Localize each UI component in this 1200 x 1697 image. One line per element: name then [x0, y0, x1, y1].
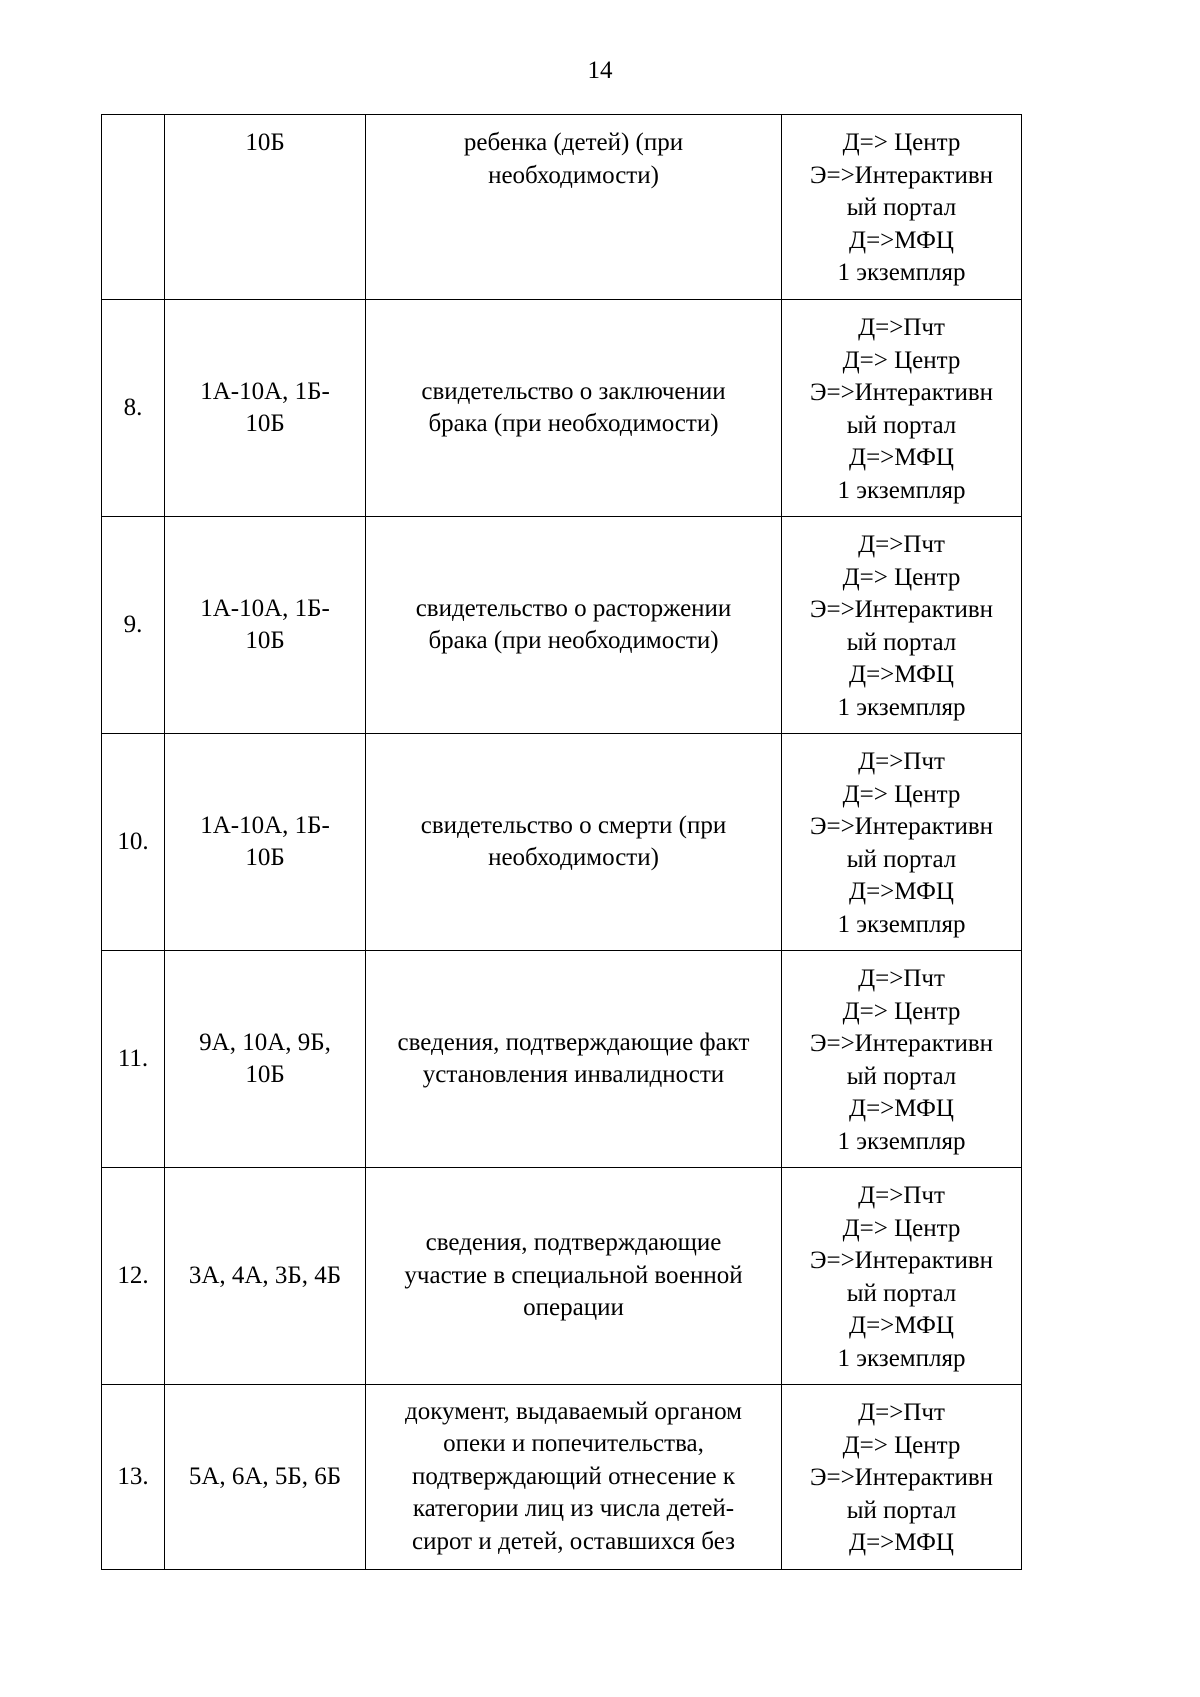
table-row	[102, 1168, 1022, 1385]
delivery-line: Д=>МФЦ	[849, 1312, 954, 1339]
delivery-line: 1 экземпляр	[837, 476, 966, 504]
applicant-codes-cell	[165, 1168, 366, 1385]
delivery-line: 1 экземпляр	[837, 693, 966, 721]
delivery-line: 1 экземпляр	[837, 1344, 966, 1372]
page-number: 14	[587, 57, 613, 84]
delivery-line: Д=> Центр	[842, 346, 961, 374]
delivery-line: Э=>Интерактивн	[809, 1247, 994, 1274]
document-name-cell	[366, 1168, 782, 1385]
delivery-line: 1 экземпляр	[837, 1127, 966, 1155]
applicant-codes-cell	[165, 951, 366, 1168]
row-number: 8.	[123, 393, 143, 421]
applicant-codes-line: 1А-10А, 1Б-	[200, 594, 330, 622]
delivery-line: Д=>Пчт	[858, 1399, 945, 1426]
applicant-codes-line: 10Б	[245, 1061, 285, 1088]
document-name-cell	[366, 300, 782, 517]
table-row	[102, 517, 1022, 734]
document-name-line: документ, выдаваемый органом	[405, 1397, 742, 1425]
delivery-line: Д=> Центр	[842, 1214, 961, 1242]
documents-table	[101, 114, 1022, 1570]
delivery-line: 1 экземпляр	[837, 259, 966, 286]
delivery-line: ый портал	[846, 194, 957, 221]
delivery-method-cell	[782, 300, 1022, 517]
applicant-codes-line: 10Б	[245, 627, 285, 654]
delivery-method-cell	[782, 115, 1022, 300]
delivery-line: Э=>Интерактивн	[809, 1030, 994, 1057]
table-row	[102, 300, 1022, 517]
delivery-method-cell	[782, 1385, 1022, 1570]
document-name-line: категории лиц из числа детей-	[412, 1495, 735, 1523]
row-number: 11.	[117, 1044, 149, 1072]
delivery-line: Э=>Интерактивн	[809, 813, 994, 840]
delivery-line: Д=> Центр	[842, 563, 961, 591]
document-name-cell	[366, 951, 782, 1168]
applicant-codes-line: 3А, 4А, 3Б, 4Б	[188, 1261, 342, 1289]
row-number-cell	[102, 115, 165, 300]
document-name-line: необходимости)	[488, 161, 659, 189]
applicant-codes-line: 10Б	[245, 844, 285, 871]
applicant-codes-line: 5А, 6А, 5Б, 6Б	[188, 1462, 342, 1490]
delivery-line: Д=>Пчт	[858, 1182, 945, 1209]
document-name-line: сведения, подтверждающие	[425, 1229, 722, 1257]
delivery-line: ый портал	[846, 1062, 957, 1090]
applicant-codes-line: 10Б	[245, 410, 285, 437]
document-name-line: подтверждающий отнесение к	[411, 1462, 736, 1490]
row-number-cell	[102, 300, 165, 517]
delivery-method-cell	[782, 517, 1022, 734]
delivery-line: Д=>МФЦ	[849, 226, 954, 254]
document-name-line: сведения, подтверждающие факт	[397, 1028, 750, 1056]
document-name-line: свидетельство о заключении	[421, 377, 726, 405]
document-name-cell	[366, 115, 782, 300]
delivery-line: Д=>Пчт	[858, 314, 945, 341]
delivery-line: Д=> Центр	[842, 997, 961, 1025]
row-number-cell	[102, 1168, 165, 1385]
delivery-line: Д=>Пчт	[858, 531, 945, 558]
delivery-line: ый портал	[846, 411, 957, 439]
delivery-method-cell	[782, 734, 1022, 951]
document-name-line: ребенка (детей) (при	[463, 129, 684, 156]
delivery-method-cell	[782, 951, 1022, 1168]
delivery-line: ый портал	[846, 845, 957, 873]
applicant-codes-line: 10Б	[245, 129, 285, 156]
delivery-line: Э=>Интерактивн	[809, 161, 994, 189]
delivery-method-cell	[782, 1168, 1022, 1385]
row-number: 12.	[117, 1261, 149, 1289]
delivery-line: Д=>МФЦ	[849, 1529, 954, 1556]
applicant-codes-line: 1А-10А, 1Б-	[200, 377, 330, 405]
delivery-line: Д=>Пчт	[858, 748, 945, 775]
row-number: 9.	[123, 610, 143, 638]
delivery-line: Д=> Центр	[842, 780, 961, 808]
applicant-codes-cell	[165, 300, 366, 517]
row-number: 13.	[117, 1462, 149, 1490]
document-name-cell	[366, 517, 782, 734]
document-name-line: сирот и детей, оставшихся без	[412, 1527, 735, 1555]
row-number: 10.	[117, 827, 149, 855]
delivery-line: Д=>Пчт	[858, 965, 945, 992]
row-number-cell	[102, 734, 165, 951]
delivery-line: Д=>МФЦ	[849, 878, 954, 905]
delivery-line: Д=> Центр	[842, 129, 961, 156]
document-name-line: необходимости)	[488, 844, 659, 871]
delivery-line: Д=>МФЦ	[849, 661, 954, 688]
applicant-codes-cell	[165, 517, 366, 734]
delivery-line: ый портал	[846, 1496, 957, 1524]
document-name-line: брака (при необходимости)	[428, 410, 719, 437]
delivery-line: Д=>МФЦ	[849, 444, 954, 471]
document-name-line: участие в специальной военной	[404, 1261, 743, 1289]
delivery-line: ый портал	[846, 628, 957, 656]
document-name-line: установления инвалидности	[422, 1061, 725, 1088]
document-name-line: свидетельство о смерти (при	[420, 811, 727, 839]
delivery-line: ый портал	[846, 1279, 957, 1307]
delivery-line: 1 экземпляр	[837, 910, 966, 938]
document-name-line: операции	[523, 1294, 624, 1322]
row-number-cell	[102, 1385, 165, 1570]
row-number-cell	[102, 951, 165, 1168]
table-row	[102, 115, 1022, 300]
delivery-line: Э=>Интерактивн	[809, 379, 994, 406]
applicant-codes-line: 9А, 10А, 9Б,	[199, 1028, 331, 1056]
applicant-codes-cell	[165, 734, 366, 951]
document-name-line: свидетельство о расторжении	[415, 594, 732, 622]
table-row	[102, 1385, 1022, 1570]
applicant-codes-line: 1А-10А, 1Б-	[200, 811, 330, 839]
delivery-line: Э=>Интерактивн	[809, 1464, 994, 1491]
delivery-line: Д=> Центр	[842, 1431, 961, 1459]
delivery-line: Э=>Интерактивн	[809, 596, 994, 623]
applicant-codes-cell	[165, 1385, 366, 1570]
table-row	[102, 951, 1022, 1168]
document-name-cell	[366, 734, 782, 951]
row-number-cell	[102, 517, 165, 734]
document-name-cell	[366, 1385, 782, 1570]
delivery-line: Д=>МФЦ	[849, 1095, 954, 1122]
table-row	[102, 734, 1022, 951]
document-name-line: брака (при необходимости)	[428, 627, 719, 654]
document-name-line: опеки и попечительства,	[443, 1430, 704, 1458]
applicant-codes-cell	[165, 115, 366, 300]
